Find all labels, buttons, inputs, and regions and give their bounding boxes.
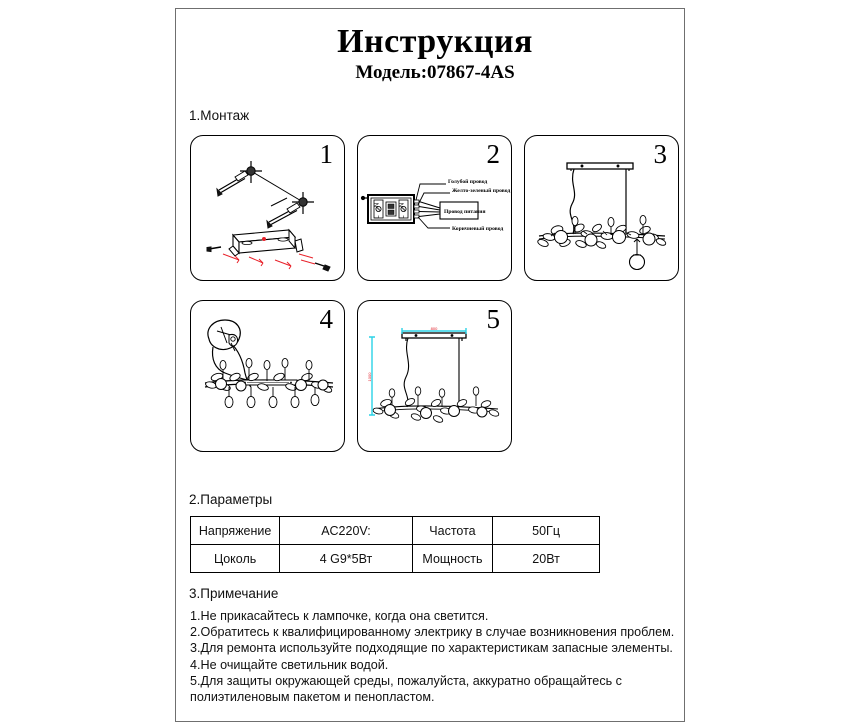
list-item: 5.Для защиты окружающей среды, пожалуйста, аккуратно обращайтесь с: [190, 673, 622, 688]
panel-number: 5: [486, 304, 500, 334]
panel-number: 1: [319, 139, 333, 169]
param-frequency-label: Частота: [412, 517, 492, 545]
parameters-table: [190, 516, 600, 573]
panel-number: 2: [486, 139, 500, 169]
section-heading-installation: 1.Монтаж: [189, 108, 250, 123]
param-voltage-label: Напряжение: [191, 517, 280, 545]
panel-fixture-assembly: [524, 135, 679, 281]
document-header: [175, 24, 685, 84]
param-socket-value: 4 G9*5Вт: [280, 545, 413, 573]
svg-text:N: N: [374, 202, 381, 208]
list-item: 1.Не прикасайтесь к лампочке, когда она светится.: [190, 609, 489, 623]
table-row: [191, 517, 600, 545]
param-socket-label: Цоколь: [191, 545, 280, 573]
dimension-width-label: 800: [430, 326, 438, 331]
notes-list: [190, 608, 680, 705]
panel-number: 4: [319, 304, 333, 334]
section-heading-parameters: 2.Параметры: [189, 492, 273, 507]
panel-bulb-installation: [190, 300, 345, 452]
label-brown-wire: Коричневый провод: [452, 226, 504, 232]
list-item: 4.Не очищайте светильник водой.: [190, 657, 389, 672]
model-number: Модель:07867-4AS: [355, 61, 515, 83]
svg-text:L: L: [399, 215, 406, 219]
page-title: Инструкция: [337, 23, 533, 60]
param-power-value: 20Вт: [493, 545, 600, 573]
panel-wiring-diagram: [357, 135, 512, 281]
label-yellow-green-wire: Желто-зеленый провод: [452, 188, 511, 194]
svg-text:L: L: [374, 215, 381, 219]
param-power-label: Мощность: [412, 545, 492, 573]
panel-mounting-hardware: [190, 135, 345, 281]
label-blue-wire: Голубой провод: [448, 179, 488, 185]
svg-text:N: N: [399, 202, 406, 208]
list-item: 3.Для ремонта используйте подходящие по характеристикам запасные элементы.: [190, 641, 673, 656]
dimension-height-label: 1000: [367, 372, 372, 382]
list-item: полиэтиленовым пакетом и пенопластом.: [190, 690, 435, 705]
list-item: 2.Обратитесь к квалифицированному электрику в случае возникновения проблем.: [190, 625, 675, 640]
section-heading-notes: 3.Примечание: [189, 586, 279, 601]
panel-dimensions: [357, 300, 512, 452]
table-row: [191, 545, 600, 573]
panel-number: 3: [653, 139, 667, 169]
label-power-wire: Провод питания: [444, 209, 486, 215]
param-frequency-value: 50Гц: [493, 517, 600, 545]
param-voltage-value: AC220V:: [280, 517, 413, 545]
